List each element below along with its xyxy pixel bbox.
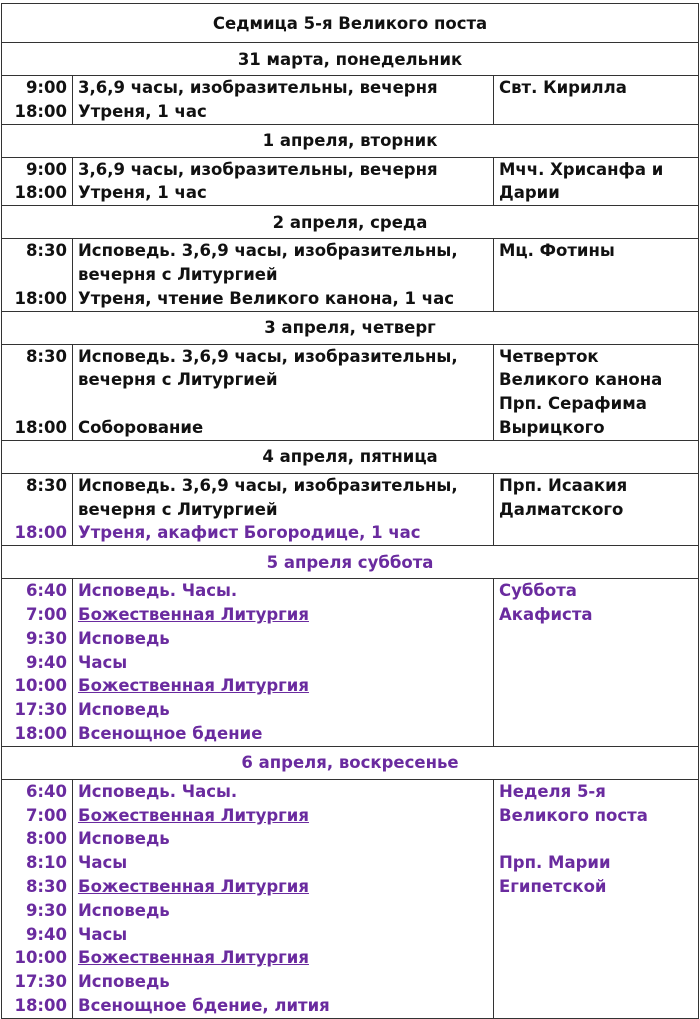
- commemoration-cell: [494, 76, 699, 125]
- liturgy-link[interactable]: Божественная Литургия: [78, 948, 309, 968]
- day-header-row: [2, 546, 699, 579]
- commemoration-text: [499, 899, 693, 923]
- day-header-row: [2, 440, 699, 473]
- service-time: 10:00: [14, 948, 67, 968]
- service-time: 18:00: [14, 523, 67, 543]
- day-date: 5 апреля суббота: [2, 546, 699, 579]
- title-row: [2, 4, 699, 43]
- service-name: Всенощное бдение, лития: [78, 995, 330, 1015]
- commemoration-text: [499, 923, 693, 947]
- times-cell: [2, 579, 73, 747]
- service-time: 17:30: [14, 700, 67, 720]
- day-header-row: [2, 43, 699, 76]
- day-date: 4 апреля, пятница: [2, 440, 699, 473]
- commemoration-text: Мц. Фотины: [499, 241, 615, 261]
- commemoration-text: [499, 827, 693, 851]
- service-time: 18:00: [14, 288, 67, 308]
- times-cell: [2, 76, 73, 125]
- commemoration-text: Далматского: [499, 499, 624, 519]
- commemoration-text: Прп. Исаакия: [499, 475, 628, 495]
- service-name: Часы: [78, 924, 128, 944]
- services-cell: [73, 239, 494, 311]
- commemoration-text: [499, 651, 693, 675]
- day-date: 6 апреля, воскресенье: [2, 746, 699, 779]
- service-time: 18:00: [14, 101, 67, 121]
- commemoration-text: [499, 946, 693, 970]
- day-services-row: [2, 779, 699, 1018]
- commemoration-text: Свт. Кирилла: [499, 78, 627, 97]
- service-name: Исповедь. 3,6,9 часы, изобразительны,: [78, 241, 458, 261]
- commemoration-text: [499, 287, 693, 311]
- commemoration-text: [499, 970, 693, 994]
- service-time: 18:00: [14, 417, 67, 437]
- liturgy-link[interactable]: Божественная Литургия: [78, 805, 309, 825]
- service-time: 9:00: [25, 78, 67, 97]
- services-cell: [73, 344, 494, 440]
- commemoration-text: [499, 994, 693, 1018]
- day-header-row: [2, 311, 699, 344]
- service-time: [7, 263, 67, 287]
- service-time: 9:30: [25, 900, 67, 920]
- service-name: Исповедь: [78, 628, 170, 648]
- page-title: Седмица 5-я Великого поста: [2, 4, 699, 43]
- service-time: 18:00: [14, 183, 67, 203]
- service-name: Утреня, чтение Великого канона, 1 час: [78, 288, 455, 308]
- service-time: 9:40: [25, 924, 67, 944]
- day-services-row: [2, 344, 699, 440]
- service-name: Утреня, акафист Богородице, 1 час: [78, 523, 421, 543]
- service-name: Исповедь. 3,6,9 часы, изобразительны,: [78, 346, 458, 366]
- commemoration-text: [499, 698, 693, 722]
- service-name: вечерня с Литургией: [78, 499, 278, 519]
- commemoration-text: Акафиста: [499, 604, 593, 624]
- services-cell: [73, 157, 494, 206]
- commemoration-text: [499, 263, 693, 287]
- service-time: 18:00: [14, 723, 67, 743]
- services-cell: [73, 579, 494, 747]
- commemoration-text: Вырицкого: [499, 417, 605, 437]
- service-time: 17:30: [14, 972, 67, 992]
- commemoration-cell: [494, 344, 699, 440]
- commemoration-text: Неделя 5-я: [499, 781, 606, 801]
- day-date: 2 апреля, среда: [2, 206, 699, 239]
- service-name: 3,6,9 часы, изобразительны, вечерня: [78, 78, 438, 97]
- service-time: 8:30: [25, 346, 67, 366]
- service-time: 9:40: [25, 652, 67, 672]
- service-time: 8:30: [25, 241, 67, 261]
- service-name: Исповедь. Часы.: [78, 581, 238, 601]
- service-name: Исповедь: [78, 829, 170, 849]
- commemoration-text: Мчч. Хрисанфа и: [499, 159, 664, 179]
- service-name: Исповедь: [78, 972, 170, 992]
- service-name: Соборование: [78, 417, 204, 437]
- commemoration-text: Великого канона: [499, 370, 663, 390]
- schedule-table: [1, 3, 699, 1019]
- schedule-body: [2, 4, 699, 1019]
- commemoration-cell: [494, 157, 699, 206]
- service-name: 3,6,9 часы, изобразительны, вечерня: [78, 159, 438, 179]
- service-name: вечерня с Литургией: [78, 370, 278, 390]
- commemoration-text: Великого поста: [499, 805, 648, 825]
- service-time: 6:40: [25, 781, 67, 801]
- service-name: Утреня, 1 час: [78, 101, 207, 121]
- commemoration-cell: [494, 779, 699, 1018]
- commemoration-text: [499, 521, 693, 545]
- service-time: [7, 392, 67, 416]
- commemoration-text: Четверток: [499, 346, 599, 366]
- service-time: 6:40: [25, 581, 67, 601]
- service-time: 8:30: [25, 876, 67, 896]
- times-cell: [2, 344, 73, 440]
- times-cell: [2, 779, 73, 1018]
- service-time: 7:00: [25, 604, 67, 624]
- service-time: 8:30: [25, 475, 67, 495]
- commemoration-text: Египетской: [499, 876, 607, 896]
- service-name: Часы: [78, 652, 128, 672]
- service-name: [78, 392, 488, 416]
- services-cell: [73, 473, 494, 545]
- day-services-row: [2, 239, 699, 311]
- day-header-row: [2, 746, 699, 779]
- service-name: Исповедь: [78, 700, 170, 720]
- service-time: 9:00: [25, 159, 67, 179]
- service-name: Исповедь. Часы.: [78, 781, 238, 801]
- commemoration-text: Прп. Серафима: [499, 394, 647, 414]
- day-header-row: [2, 206, 699, 239]
- day-date: 31 марта, понедельник: [2, 43, 699, 76]
- day-services-row: [2, 579, 699, 747]
- service-time: 8:00: [25, 829, 67, 849]
- liturgy-link[interactable]: Божественная Литургия: [78, 876, 309, 896]
- service-time: 9:30: [25, 628, 67, 648]
- service-name: вечерня с Литургией: [78, 264, 278, 284]
- commemoration-cell: [494, 579, 699, 747]
- times-cell: [2, 239, 73, 311]
- service-time: 7:00: [25, 805, 67, 825]
- service-name: Утреня, 1 час: [78, 183, 207, 203]
- service-name: Всенощное бдение: [78, 723, 263, 743]
- liturgy-link[interactable]: Божественная Литургия: [78, 604, 309, 624]
- day-services-row: [2, 473, 699, 545]
- day-services-row: [2, 76, 699, 125]
- services-cell: [73, 779, 494, 1018]
- day-date: 3 апреля, четверг: [2, 311, 699, 344]
- service-time: [7, 368, 67, 392]
- commemoration-cell: [494, 239, 699, 311]
- commemoration-cell: [494, 473, 699, 545]
- commemoration-text: Суббота: [499, 581, 577, 601]
- service-time: 8:10: [25, 853, 67, 873]
- commemoration-text: [499, 674, 693, 698]
- commemoration-text: [499, 722, 693, 746]
- times-cell: [2, 157, 73, 206]
- day-date: 1 апреля, вторник: [2, 124, 699, 157]
- service-time: [7, 498, 67, 522]
- commemoration-text: [499, 627, 693, 651]
- service-name: Исповедь. 3,6,9 часы, изобразительны,: [78, 475, 458, 495]
- liturgy-link[interactable]: Божественная Литургия: [78, 676, 309, 696]
- commemoration-text: Дарии: [499, 183, 560, 203]
- service-name: Исповедь: [78, 900, 170, 920]
- commemoration-text: Прп. Марии: [499, 853, 611, 873]
- day-services-row: [2, 157, 699, 206]
- commemoration-text: [499, 100, 693, 124]
- services-cell: [73, 76, 494, 125]
- day-header-row: [2, 124, 699, 157]
- service-time: 18:00: [14, 995, 67, 1015]
- service-name: Часы: [78, 853, 128, 873]
- service-time: 10:00: [14, 676, 67, 696]
- times-cell: [2, 473, 73, 545]
